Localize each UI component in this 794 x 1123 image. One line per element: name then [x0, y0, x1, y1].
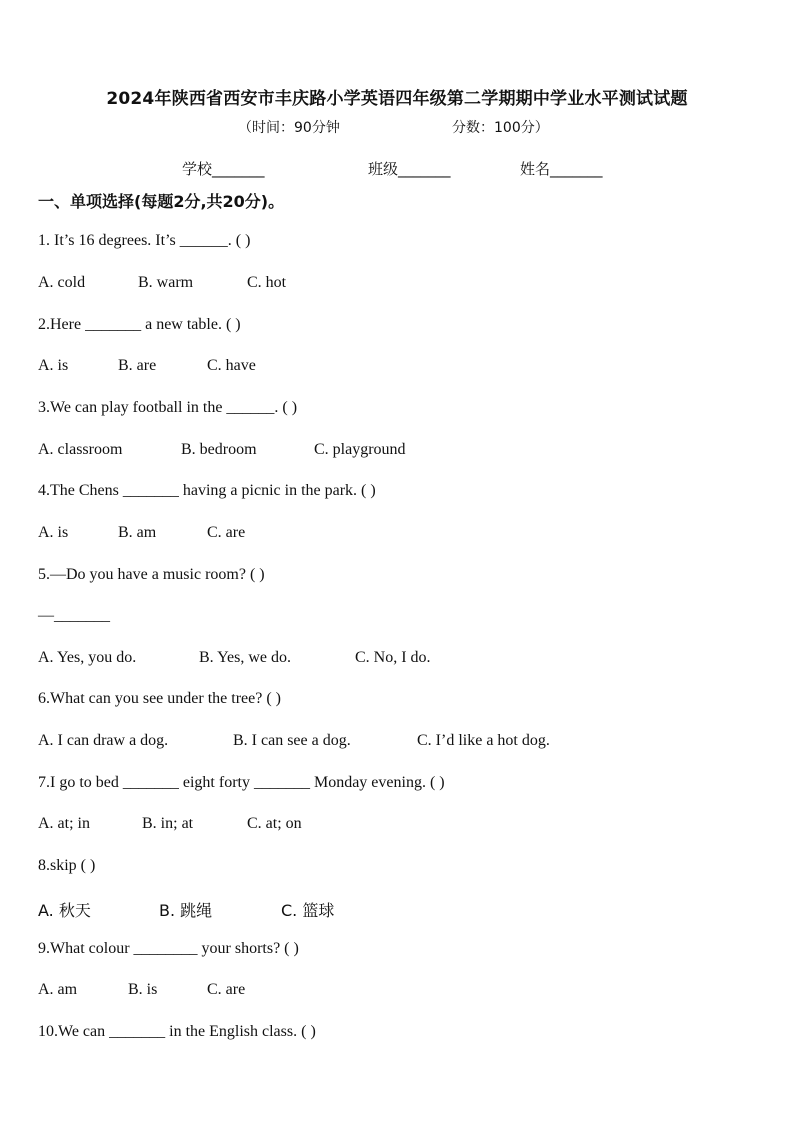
q1-option-b[interactable]: B. warm [138, 274, 194, 291]
q7-option-a[interactable]: A. at; in [38, 815, 90, 832]
q3-option-b[interactable]: B. bedroom [181, 441, 257, 458]
q1-option-c[interactable]: C. hot [247, 274, 287, 291]
q3-option-a[interactable]: A. classroom [38, 441, 123, 458]
q8-option-a[interactable]: A. 秋天 [38, 901, 91, 920]
q4-option-c[interactable]: C. are [207, 524, 246, 541]
q8-option-b[interactable]: B. 跳绳 [159, 901, 213, 920]
q1-option-a[interactable]: A. cold [38, 274, 86, 291]
question-3: 3.We can play football in the ______. ( ) [38, 399, 298, 416]
question-4: 4.The Chens _______ having a picnic in the park. ( ) [38, 482, 376, 499]
q9-option-a[interactable]: A. am [38, 981, 78, 998]
q3-option-c[interactable]: C. playground [314, 441, 406, 458]
q6-option-c[interactable]: C. I’d like a hot dog. [417, 732, 550, 749]
q4-option-a[interactable]: A. is [38, 524, 69, 541]
q2-option-b[interactable]: B. are [118, 357, 157, 374]
q8-option-c[interactable]: C. 篮球 [281, 901, 335, 920]
school-field[interactable]: 学校_______ [182, 160, 265, 178]
q6-option-a[interactable]: A. I can draw a dog. [38, 732, 169, 749]
page-title: 2024年陕西省西安市丰庆路小学英语四年级第二学期期中学业水平测试试题 [106, 89, 688, 109]
name-field[interactable]: 姓名_______ [520, 160, 603, 178]
q2-option-c[interactable]: C. have [207, 357, 256, 374]
exam-score: 分数：100分） [452, 120, 549, 136]
q5-option-a[interactable]: A. Yes, you do. [38, 649, 137, 666]
question-9: 9.What colour ________ your shorts? ( ) [38, 940, 299, 957]
question-5: 5.—Do you have a music room? ( ) [38, 566, 265, 583]
q5-answer-line[interactable]: —_______ [38, 607, 110, 624]
q9-option-b[interactable]: B. is [128, 981, 158, 998]
exam-time: （时间：90分钟 [238, 120, 340, 136]
question-8: 8.skip ( ) [38, 857, 96, 874]
question-1: 1. It’s 16 degrees. It’s ______. ( ) [38, 232, 251, 249]
question-6: 6.What can you see under the tree? ( ) [38, 690, 281, 707]
question-10: 10.We can _______ in the English class. ( ) [38, 1023, 316, 1040]
q7-option-b[interactable]: B. in; at [142, 815, 194, 832]
q5-option-c[interactable]: C. No, I do. [355, 649, 431, 666]
question-7: 7.I go to bed _______ eight forty _______ Monday evening. ( ) [38, 774, 445, 791]
class-field[interactable]: 班级_______ [368, 160, 451, 178]
q2-option-a[interactable]: A. is [38, 357, 69, 374]
q5-option-b[interactable]: B. Yes, we do. [199, 649, 292, 666]
q6-option-b[interactable]: B. I can see a dog. [233, 732, 351, 749]
q7-option-c[interactable]: C. at; on [247, 815, 302, 832]
q9-option-c[interactable]: C. are [207, 981, 246, 998]
q4-option-b[interactable]: B. am [118, 524, 157, 541]
question-2: 2.Here _______ a new table. ( ) [38, 316, 241, 333]
section-heading: 一、单项选择(每题2分,共20分)。 [38, 192, 285, 211]
